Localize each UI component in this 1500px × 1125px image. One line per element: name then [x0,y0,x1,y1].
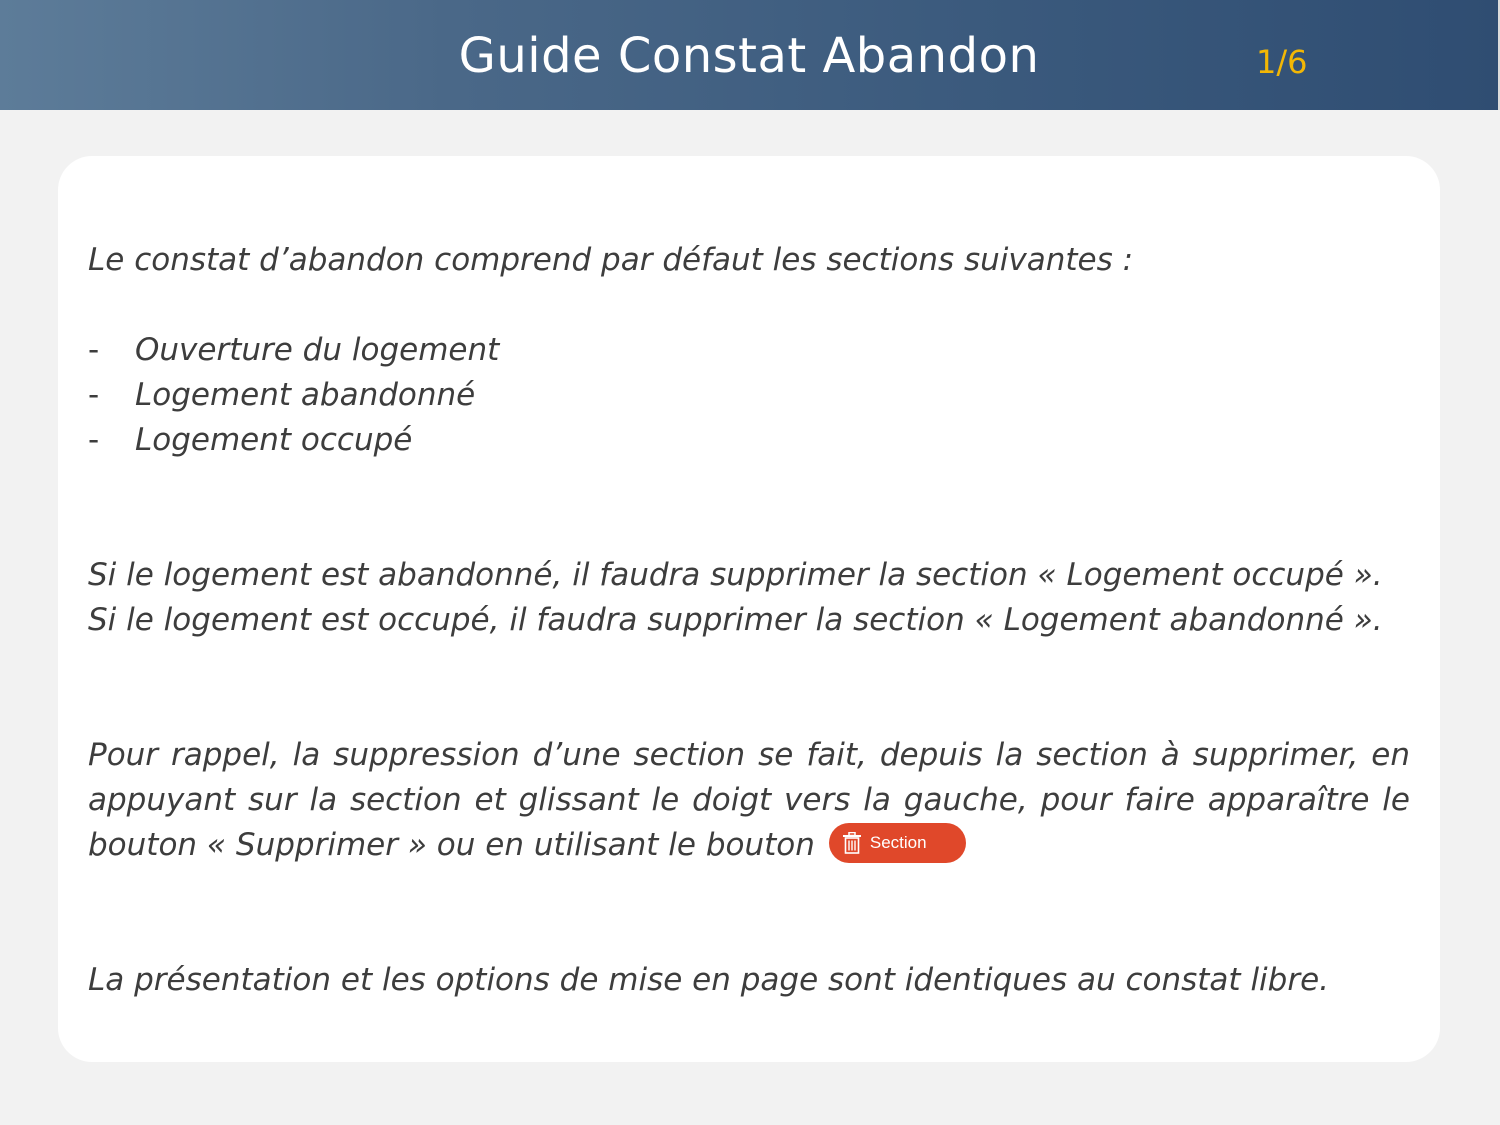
header-bar [0,0,1500,110]
page-counter: 1/6 [1256,43,1308,81]
list-item-label: Ouverture du logement [135,332,500,368]
page-title: Guide Constat Abandon [458,28,1040,84]
list-item-label: Logement occupé [135,422,413,458]
list-dash: - [88,422,100,458]
trash-icon [842,832,862,854]
section-list [88,328,499,463]
condition-abandoned: Si le logement est abandonné, il faudra supprimer la section « Logement occupé ». [88,557,1383,593]
delete-section-button-label: Section [869,832,927,852]
list-dash: - [88,332,100,368]
reminder-text [88,733,1410,868]
intro-text: Le constat d’abandon comprend par défaut les sections suivantes : [88,242,1134,278]
closing-text: La présentation et les options de mise en page sont identiques au constat libre. [88,962,1330,998]
list-item [88,328,499,373]
reminder-body: Pour rappel, la suppression d’une section se fait, depuis la section à supprimer, en appuyant sur la section et glissant le doigt vers la gauche, pour faire apparaître le bouton « Supprimer » ou en utilisant le bouton [88,737,1410,863]
list-item-label: Logement abandonné [135,377,476,413]
conditions-text [88,553,1383,643]
delete-section-button[interactable] [829,823,966,863]
condition-occupied: Si le logement est occupé, il faudra supprimer la section « Logement abandonné ». [88,602,1383,638]
list-item [88,418,499,463]
list-dash: - [88,377,100,413]
list-item [88,373,499,418]
